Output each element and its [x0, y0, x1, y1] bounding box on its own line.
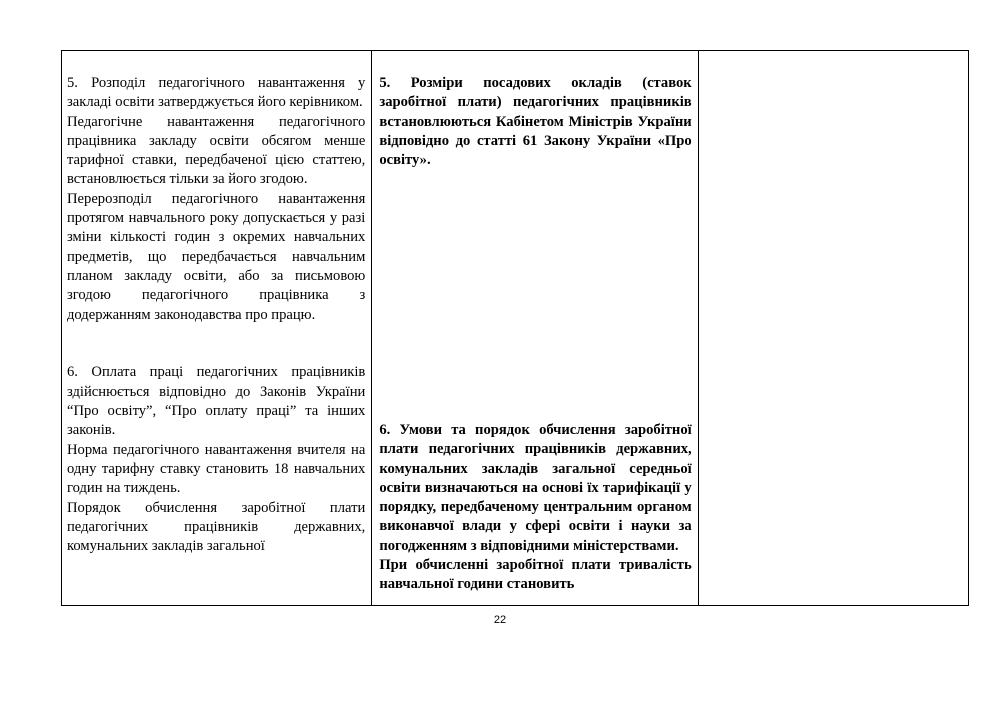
- page-number: 22: [493, 614, 507, 626]
- current-text-cell: [62, 51, 372, 606]
- paragraph: 6. Умови та порядок обчислення заробітної плати педагогічних працівників державних, комунальних закладів загальної середньої освіти визначаються на основі їх тарифікації у порядку, передбаченому центральним органом виконавчої влади у сфері освіти і науки за погодженням з відповідними міністерствами.: [379, 422, 692, 554]
- paragraph: Перерозподіл педагогічного навантаження протягом навчального року допускається у разі зміни кількості годин з окремих навчальних предметів, що передбачається навчальним планом закладу освіти, або за письмовою згодою педагогічного працівника з додержанням законодавства про працю.: [67, 190, 366, 323]
- table-row: [62, 51, 969, 606]
- paragraph-gap: [67, 325, 365, 344]
- paragraph: Норма педагогічного навантаження вчителя на одну тарифну ставку становить 18 навчальних годин на тиждень.: [67, 441, 366, 497]
- paragraph: Педагогічне навантаження педагогічного працівника закладу освіти обсягом менше тарифної ставки, передбаченої цією статтею, встановлюється тільки за його згодою.: [67, 113, 366, 188]
- paragraph: 5. Розміри посадових окладів (ставок заробітної плати) педагогічних працівників встановлюються Кабінетом Міністрів України відповідно до статті 61 Закону України «Про освіту».: [379, 75, 692, 169]
- comparison-table: [61, 50, 969, 606]
- paragraph: 6. Оплата праці педагогічних працівників здійснюється відповідно до Законів України “Про освіту”, “Про оплату праці” та інших законів.: [67, 364, 366, 439]
- proposed-text-cell: [372, 51, 698, 606]
- notes-cell: [698, 51, 968, 606]
- paragraph-gap: [67, 344, 365, 363]
- paragraph: 5. Розподіл педагогічного навантаження у закладі освіти затверджується його керівником.: [67, 75, 366, 111]
- paragraph: При обчисленні заробітної плати тривалість навчальної години становить: [379, 557, 692, 593]
- paragraph: Порядок обчислення заробітної плати педагогічних працівників державних, комунальних закладів загальної: [67, 499, 366, 555]
